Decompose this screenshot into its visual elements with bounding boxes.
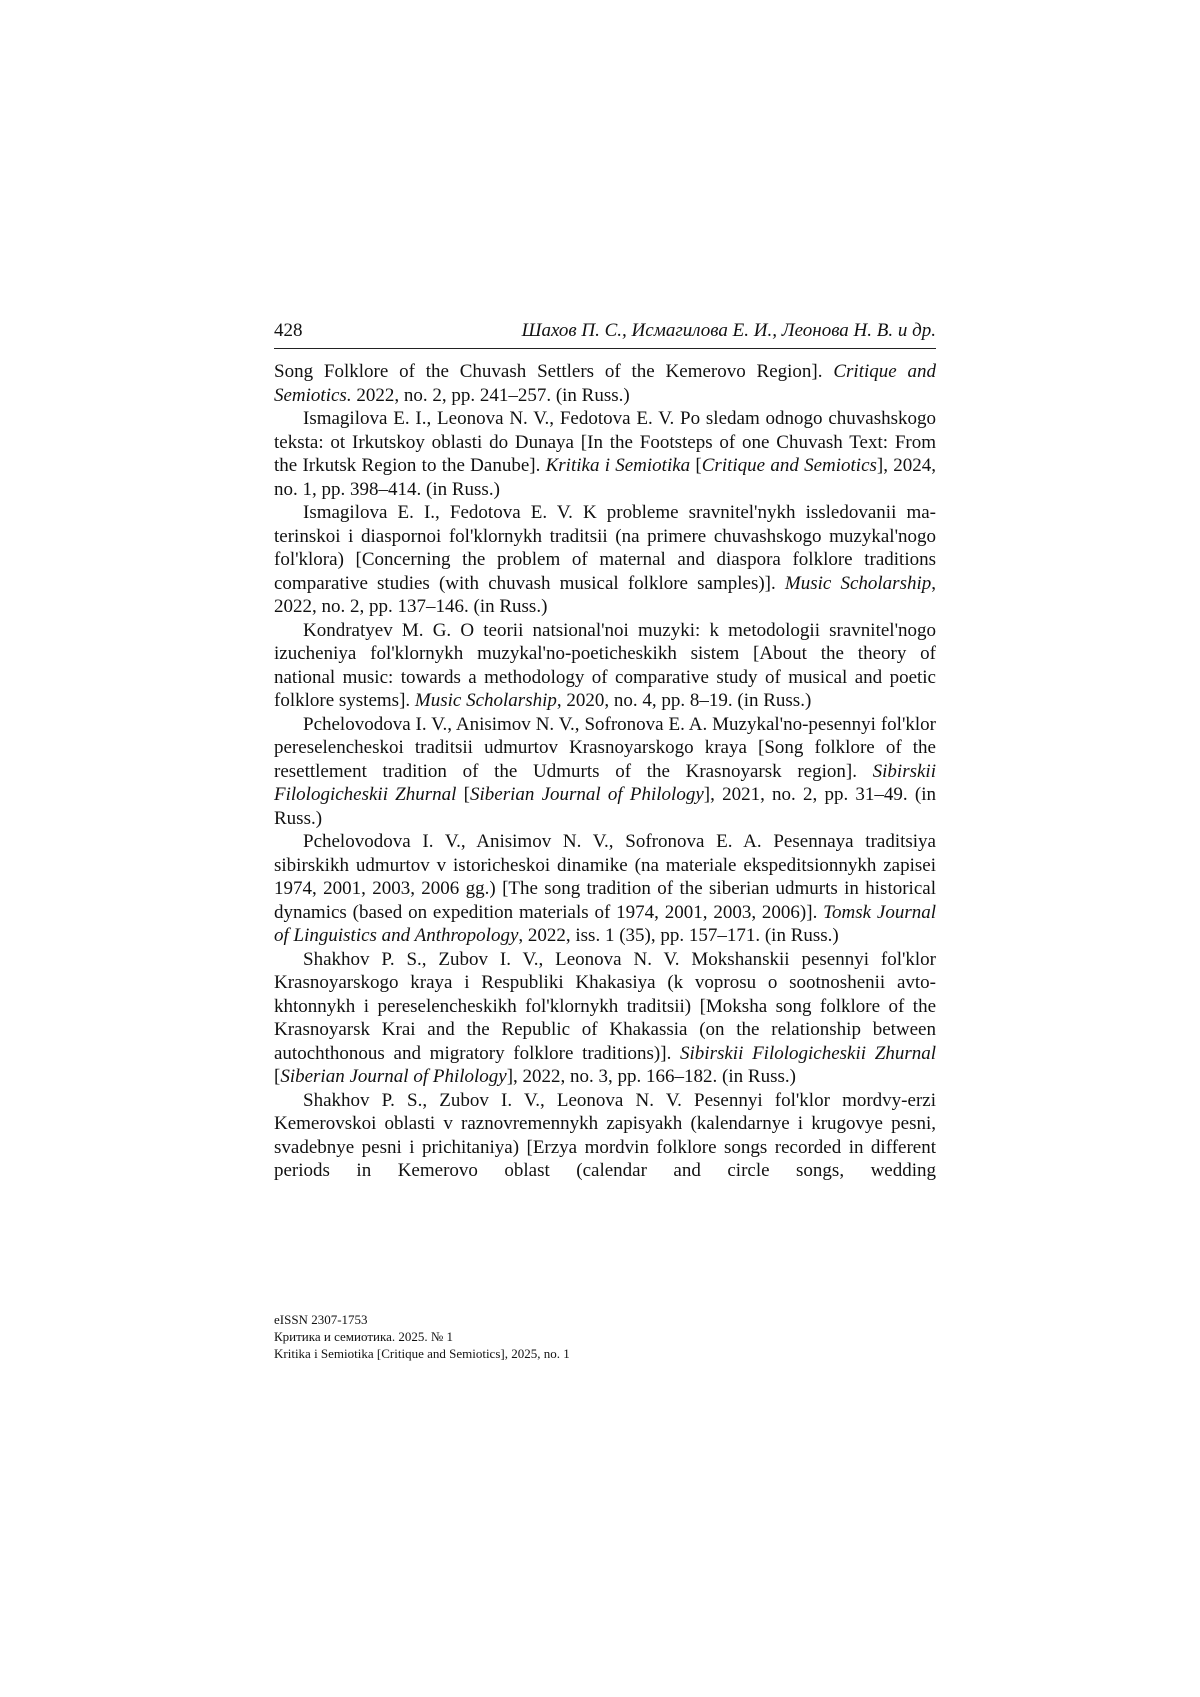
page-footer	[274, 1311, 570, 1362]
reference-entry	[274, 501, 936, 619]
reference-text: ], 2024, no. 1, pp. 398–414. (in Russ.)	[274, 455, 936, 500]
reference-text: Song Folklore of the Chuvash Settlers of the Kemerovo Region].	[274, 361, 833, 382]
reference-entry	[274, 1089, 936, 1183]
reference-source-italic: Sibirskii Filologicheskii Zhurnal	[274, 761, 936, 806]
reference-entry	[274, 948, 936, 1089]
reference-text: Shakhov P. S., Zubov I. V., Leonova N. V. Pesennyi fol'klor mordvy-erzi Kemerovskoi oblasti v raznovremennykh zapisyakh (kalendarnye i krugovye pesni, svadebnye pesni i prichitaniya) [Erzya mordvin folklore songs recorded in different periods in Kemerovo oblast (calendar and circle songs, wedding	[274, 1090, 936, 1182]
reference-text: [	[274, 1066, 280, 1087]
reference-list	[274, 360, 936, 1183]
reference-entry	[274, 713, 936, 831]
reference-source-italic: Siberian Journal of Philology	[280, 1066, 506, 1087]
reference-text: , 2022, no. 2, pp. 137–146. (in Russ.)	[274, 573, 936, 618]
reference-entry	[274, 619, 936, 713]
eissn-line: eISSN 2307-1753	[274, 1311, 570, 1328]
reference-source-italic: Siberian Journal of Philology	[470, 784, 704, 805]
page-number: 428	[274, 320, 303, 342]
journal-title-ru: Критика и семиотика. 2025. № 1	[274, 1328, 570, 1345]
reference-text: Pchelovodova I. V., Anisimov N. V., Sofronova E. A. Pesennaya traditsiya sibirskikh udmurtov v istoricheskoi dinamike (na materiale ekspeditsionnykh zapisei 1974, 2001, 2003, 2006 gg.) [The song tradition of the siberian udmurts in historical dynamics (based on expedition materials of 1974, 2001, 2003, 2006)].	[274, 831, 936, 923]
reference-text: [	[456, 784, 470, 805]
reference-text: Kondratyev M. G. O teorii natsional'noi muzyki: k metodologii sravnitel'­nogo izucheniya fol'klornykh muzykal'no-poeticheskikh sistem [About the theo­ry of national music: towards a methodology of comparative study of musical and poetic folklore systems].	[274, 620, 936, 712]
reference-text: , 2022, iss. 1 (35), pp. 157–171. (in Russ.)	[518, 925, 838, 946]
reference-text: Ismagilova E. I., Leonova N. V., Fedotova E. V. Po sledam odnogo chu­vashskogo teksta: ot Irkutskoy oblasti do Dunaya [In the Footsteps of one Chuvash Text: From the Irkutsk Region to the Danube].	[274, 408, 936, 476]
reference-entry	[274, 360, 936, 407]
reference-text: [	[690, 455, 702, 476]
reference-source-italic: Critique and Semiotics	[702, 455, 877, 476]
reference-source-italic: Kritika i Semiotika	[546, 455, 691, 476]
reference-text: Shakhov P. S., Zubov I. V., Leonova N. V. Mokshanskii pesennyi fol'klor Krasnoyarskogo kraya i Respubliki Khakasiya (k voprosu o sootnoshenii avto­khtonnykh i pereselencheskikh fol'klornykh traditsii) [Moksha song folklore of the Krasnoyarsk Krai and the Republic of Khakassia (on the relationship be­tween autochthonous and migratory folklore traditions)].	[274, 949, 936, 1064]
reference-source-italic: Critique and Semiotics.	[274, 361, 936, 406]
journal-title-en: Kritika i Semiotika [Critique and Semiotics], 2025, no. 1	[274, 1345, 570, 1362]
reference-entry	[274, 407, 936, 501]
reference-text: ], 2021, no. 2, pp. 31–49. (in Russ.)	[274, 784, 936, 829]
reference-source-italic: Music Scholarship	[785, 573, 931, 594]
page-header	[274, 318, 936, 349]
reference-source-italic: Tomsk Journal of Linguistics and Anthropology	[274, 902, 936, 947]
reference-text: Ismagilova E. I., Fedotova E. V. K probleme sravnitel'nykh issledovanii ma­terinskoi i diaspornoi fol'klornykh traditsii (na primere chuvashskogo muzy­kal'nogo fol'klora) [Concerning the problem of maternal and diaspora folklore traditions comparative studies (with chuvash musical folklore samples)].	[274, 502, 936, 594]
reference-entry	[274, 830, 936, 948]
running-title: Шахов П. С., Исмагилова Е. И., Леонова Н. В. и др.	[522, 320, 936, 342]
reference-text: 2022, no. 2, pp. 241–257. (in Russ.)	[352, 385, 630, 406]
reference-text: , 2020, no. 4, pp. 8–19. (in Russ.)	[557, 690, 811, 711]
reference-text: ], 2022, no. 3, pp. 166–182. (in Russ.)	[507, 1066, 796, 1087]
reference-source-italic: Sibirskii Filologiche­skii Zhurnal	[680, 1043, 936, 1064]
reference-text: Pchelovodova I. V., Anisimov N. V., Sofronova E. A. Muzykal'no-pesennyi fol'klor pereselencheskoi traditsii udmurtov Krasnoyarskogo kraya [Song folk­lore of the resettlement tradition of the Udmurts of the Krasnoyarsk region].	[274, 714, 936, 782]
reference-source-italic: Music Scholarship	[415, 690, 557, 711]
